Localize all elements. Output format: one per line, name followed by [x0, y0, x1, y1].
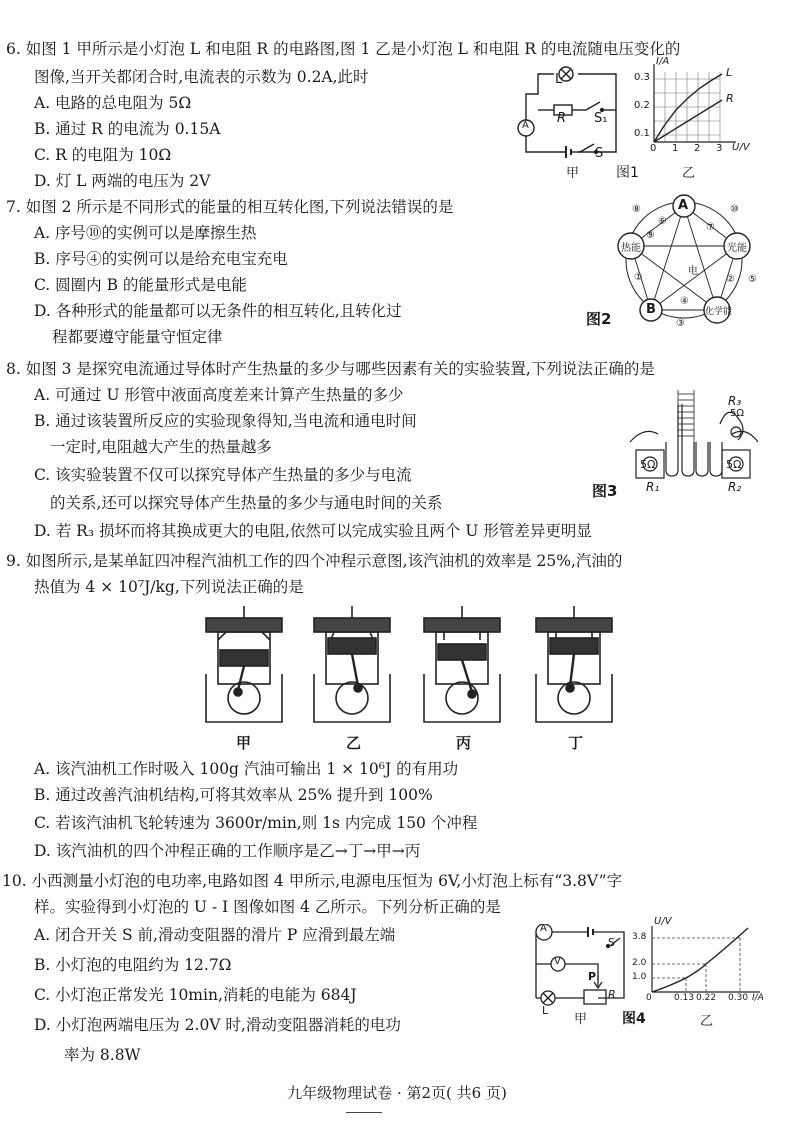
fig4-graph	[630, 916, 770, 1006]
fig2-num-1: ①	[634, 272, 643, 283]
fig4-label-s: S	[608, 936, 615, 949]
fig3-label-r2: R₂	[728, 480, 742, 494]
fig1-xtick-0: 0	[650, 143, 657, 154]
q6-option-d: D. 灯 L 两端的电压为 2V	[34, 172, 211, 190]
fig1-y-label: I/A	[656, 56, 670, 67]
q8-option-c-line1: C. 该实验装置不仅可以探究导体产生热量的多少与电流	[34, 466, 412, 484]
fig2-num-5: ⑤	[748, 274, 757, 285]
q8-option-c-line2: 的关系,还可以探究导体产生热量的多少与通电时间的关系	[50, 494, 443, 512]
q10-option-c: C. 小灯泡正常发光 10min,消耗的电能为 684J	[34, 986, 357, 1004]
fig2-num-3: ③	[676, 318, 685, 329]
fig1-label-s: S	[595, 146, 604, 161]
fig3-label-5ohm-top: 5Ω	[730, 408, 745, 419]
fig1-ytick-01: 0.1	[634, 128, 650, 139]
fig4-ytick-38: 3.8	[632, 932, 647, 942]
curve-l	[654, 74, 722, 142]
fig4-ytick-10: 1.0	[632, 972, 647, 982]
q9-stem-line2: 热值为 4 × 10⁷J/kg,下列说法正确的是	[34, 578, 304, 596]
fig2-node-a-text: A	[678, 198, 689, 213]
fig4-ytick-20: 2.0	[632, 958, 647, 968]
fig4-caption-jia: 甲	[574, 1012, 588, 1027]
q10-stem-line1: 10. 小西测量小灯泡的电功率,电路如图 4 甲所示,电源电压恒为 6V,小灯泡上标有“3.8V”字	[2, 872, 623, 890]
q8-option-b-line1: B. 通过该装置所反应的实验现象得知,当电流和通电时间	[34, 412, 417, 430]
fig2-energy-diagram	[606, 192, 766, 332]
engine-label-ding: 丁	[568, 734, 584, 752]
fig3-caption: 图3	[592, 482, 618, 500]
fig1-xtick-1: 1	[672, 143, 679, 154]
fig1-label-s1: S₁	[594, 111, 608, 126]
u-i-curve	[652, 928, 748, 992]
q9-option-a: A. 该汽油机工作时吸入 100g 汽油可输出 1 × 10⁶J 的有用功	[34, 760, 459, 778]
q9-option-c: C. 若该汽油机飞轮转速为 3600r/min,则 1s 内完成 150 个冲程	[34, 814, 478, 832]
fig4-label-r: R	[608, 988, 616, 1001]
fig1-caption-yi: 乙	[682, 166, 696, 181]
fig3-label-r3: R₃	[728, 394, 742, 408]
q8-option-a: A. 可通过 U 形管中液面高度差来计算产生热量的多少	[34, 386, 404, 404]
fig2-node-light-text: 光能	[727, 243, 747, 254]
q7-stem: 7. 如图 2 所示是不同形式的能量的相互转化图,下列说法错误的是	[6, 198, 454, 216]
fig1-xtick-2: 2	[694, 143, 701, 154]
fig4-label-v: V	[554, 956, 561, 967]
q7-option-d-line1: D. 各种形式的能量都可以无条件的相互转化,且转化过	[34, 302, 402, 320]
q7-option-b: B. 序号④的实例可以是给充电宝充电	[34, 250, 288, 268]
fig3-apparatus	[624, 384, 764, 494]
q6-option-a: A. 电路的总电阻为 5Ω	[34, 94, 192, 112]
fig2-node-b-text: B	[646, 302, 656, 317]
engine-label-jia: 甲	[236, 734, 252, 752]
fig1-ytick-03: 0.3	[634, 72, 650, 83]
fig1-circuit	[516, 64, 628, 164]
q9-option-d: D. 该汽油机的四个冲程正确的工作顺序是乙→丁→甲→丙	[34, 842, 421, 860]
scale-ruler	[678, 390, 694, 444]
fig3-label-5ohm-left: 5Ω	[640, 458, 656, 471]
fig1-caption: 图1	[616, 165, 639, 181]
fig1-label-a: A	[522, 120, 529, 131]
q6-stem-line2: 图像,当开关都闭合时,电流表的示数为 0.2A,此时	[34, 68, 369, 86]
fig4-label-l: L	[542, 1004, 549, 1017]
fig2-num-2: ②	[726, 274, 735, 285]
fig2-num-6: ⑥	[658, 216, 667, 227]
q6-option-c: C. R 的电阻为 10Ω	[34, 146, 172, 164]
q10-option-d-line2: 率为 8.8W	[64, 1046, 141, 1064]
q8-option-d: D. 若 R₃ 损坏而将其换成更大的电阻,依然可以完成实验且两个 U 形管差异更明显	[34, 522, 592, 540]
fig1-graph	[634, 56, 762, 156]
q7-option-a: A. 序号⑩的实例可以是摩擦生热	[34, 224, 257, 242]
fig4-label-a: A	[540, 923, 547, 934]
engine-figure-ding	[528, 604, 620, 724]
fig1-caption-jia: 甲	[566, 166, 580, 181]
fig2-num-8: ⑧	[632, 204, 641, 215]
fig1-curve-l-label: L	[726, 66, 733, 79]
rheostat-icon	[584, 990, 606, 1004]
fig2-node-chem-text: 化学能	[705, 307, 733, 317]
fig3-label-5ohm-right: 5Ω	[726, 458, 742, 471]
engine-figure-bing	[416, 604, 508, 724]
engine-figure-yi	[306, 604, 398, 724]
fig3-label-r1: R₁	[646, 480, 660, 494]
fig2-caption: 图2	[586, 310, 612, 328]
fig2-num-10: ⑩	[730, 204, 739, 215]
q9-stem-line1: 9. 如图所示,是某单缸四冲程汽油机工作的四个冲程示意图,该汽油机的效率是 25%,汽油的	[6, 552, 623, 570]
fig2-num-9: ⑨	[646, 230, 655, 241]
engine-label-bing: 丙	[456, 734, 472, 752]
q10-stem-line2: 样。实验得到小灯泡的 U - I 图像如图 4 乙所示。下列分析正确的是	[34, 898, 501, 916]
fig4-xtick-0: 0	[646, 993, 652, 1003]
fig1-label-l: L	[555, 72, 563, 87]
engine-label-yi: 乙	[346, 734, 362, 752]
fig4-caption: 图4	[622, 1011, 646, 1027]
page-footer: 九年级物理试卷 · 第2页( 共6 页)	[287, 1084, 507, 1102]
q10-option-d-line1: D. 小灯泡两端电压为 2.0V 时,滑动变阻器消耗的电功	[34, 1016, 401, 1034]
q6-option-b: B. 通过 R 的电流为 0.15A	[34, 120, 221, 138]
fig1-ytick-02: 0.2	[634, 100, 650, 111]
fig2-node-heat-text: 热能	[621, 243, 641, 254]
q7-option-d-line2: 程都要遵守能量守恒定律	[52, 328, 223, 346]
fig4-caption-yi: 乙	[700, 1014, 714, 1029]
fig2-num-7: ⑦	[706, 222, 715, 233]
fig4-circuit	[528, 923, 632, 1017]
fig1-x-label: U/V	[732, 142, 750, 153]
fig4-xtick-013: 0.13	[674, 993, 695, 1003]
fig4-xtick-030: 0.30	[728, 993, 749, 1003]
fig2-num-4: ④	[680, 296, 689, 307]
fig4-x-label: I/A	[752, 993, 764, 1003]
q8-stem: 8. 如图 3 是探究电流通过导体时产生热量的多少与哪些因素有关的实验装置,下列说法正确的是	[6, 360, 655, 378]
q10-option-b: B. 小灯泡的电阻约为 12.7Ω	[34, 956, 232, 974]
fig1-xtick-3: 3	[716, 143, 723, 154]
fig4-label-p: P	[588, 970, 597, 983]
footer-rule	[346, 1112, 382, 1113]
fig2-center-text: 电	[688, 266, 698, 277]
fig1-curve-r-label: R	[726, 92, 734, 105]
fig4-y-label: U/V	[654, 916, 672, 927]
q8-option-b-line2: 一定时,电阻越大产生的热量越多	[50, 438, 272, 456]
engine-figure-jia	[198, 604, 290, 724]
fig1-label-r: R	[557, 111, 567, 126]
q7-option-c: C. 圆圈内 B 的能量形式是电能	[34, 276, 247, 294]
q9-option-b: B. 通过改善汽油机结构,可将其效率从 25% 提升到 100%	[34, 786, 433, 804]
q6-stem-line1: 6. 如图 1 甲所示是小灯泡 L 和电阻 R 的电路图,图 1 乙是小灯泡 L 和电阻 R 的电流随电压变化的	[6, 40, 681, 58]
q10-option-a: A. 闭合开关 S 前,滑动变阻器的滑片 P 应滑到最左端	[34, 926, 396, 944]
fig4-xtick-022: 0.22	[696, 993, 717, 1003]
